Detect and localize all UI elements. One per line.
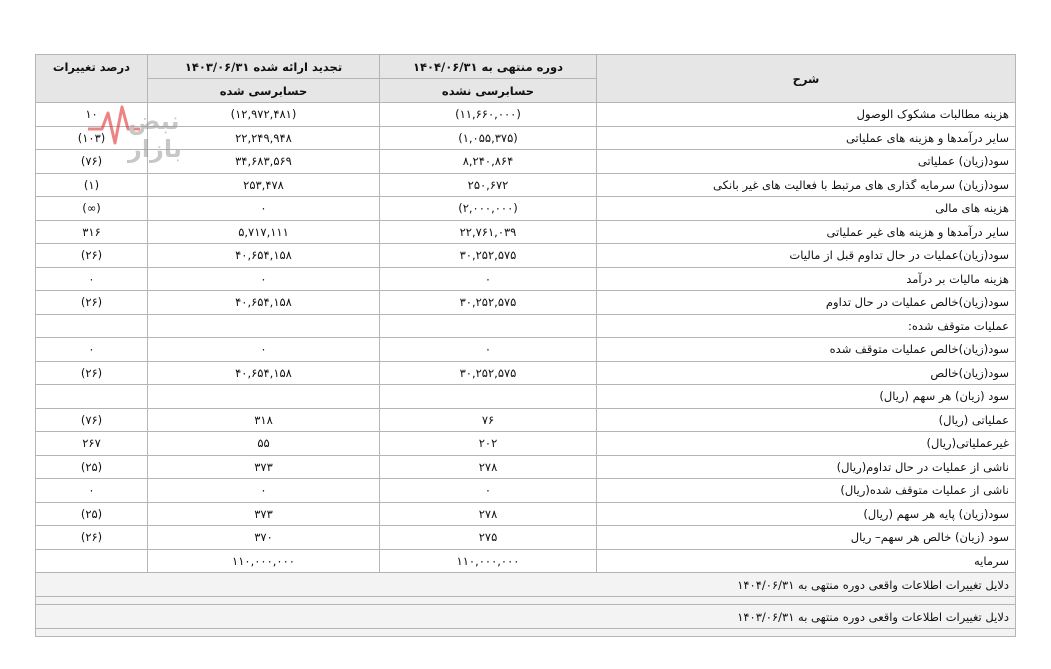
row-change-value: ۰ bbox=[36, 479, 148, 503]
row-previous-value bbox=[148, 314, 380, 338]
row-previous-value: ۴۰,۶۵۴,۱۵۸ bbox=[148, 244, 380, 268]
row-previous-value: ۳۱۸ bbox=[148, 408, 380, 432]
table-row bbox=[36, 197, 1016, 221]
row-change-value: (۱) bbox=[36, 173, 148, 197]
row-description: هزینه های مالی bbox=[597, 197, 1016, 221]
row-current-value: (۲,۰۰۰,۰۰۰) bbox=[380, 197, 597, 221]
row-previous-value: ۴۰,۶۵۴,۱۵۸ bbox=[148, 291, 380, 315]
table-row bbox=[36, 314, 1016, 338]
row-current-value bbox=[380, 314, 597, 338]
row-previous-value: ۳۴,۶۸۳,۵۶۹ bbox=[148, 150, 380, 174]
row-current-value: ۲۷۵ bbox=[380, 526, 597, 550]
table-row bbox=[36, 103, 1016, 127]
row-change-value: (۲۵) bbox=[36, 455, 148, 479]
row-current-value: ۰ bbox=[380, 479, 597, 503]
row-previous-value: ۰ bbox=[148, 479, 380, 503]
row-description: سایر درآمدها و هزینه های غیر عملیاتی bbox=[597, 220, 1016, 244]
row-previous-value: ۱۱۰,۰۰۰,۰۰۰ bbox=[148, 549, 380, 573]
table-row bbox=[36, 385, 1016, 409]
row-current-value: ۲۷۸ bbox=[380, 502, 597, 526]
row-description: سود(زیان) سرمایه گذاری های مرتبط با فعالیت های غیر بانکی bbox=[597, 173, 1016, 197]
row-description: سود(زیان)عملیات در حال تداوم قبل از مالیات bbox=[597, 244, 1016, 268]
row-current-value: ۰ bbox=[380, 338, 597, 362]
row-change-value: ۰ bbox=[36, 338, 148, 362]
row-previous-value: ۲۲,۲۴۹,۹۴۸ bbox=[148, 126, 380, 150]
table-row bbox=[36, 173, 1016, 197]
row-description: سود(زیان)خالص bbox=[597, 361, 1016, 385]
reason-text: دلایل تغییرات اطلاعات واقعی دوره منتهی به ۱۴۰۴/۰۶/۳۱ bbox=[36, 573, 1016, 597]
row-current-value bbox=[380, 385, 597, 409]
row-previous-value: ۴۰,۶۵۴,۱۵۸ bbox=[148, 361, 380, 385]
row-previous-value: ۵,۷۱۷,۱۱۱ bbox=[148, 220, 380, 244]
row-previous-value: (۱۲,۹۷۲,۴۸۱) bbox=[148, 103, 380, 127]
reason-row bbox=[36, 605, 1016, 629]
table-body bbox=[36, 103, 1016, 637]
row-description: سرمایه bbox=[597, 549, 1016, 573]
row-description: سود (زیان) خالص هر سهم– ریال bbox=[597, 526, 1016, 550]
row-change-value: (۷۶) bbox=[36, 408, 148, 432]
row-current-value: ۸,۲۴۰,۸۶۴ bbox=[380, 150, 597, 174]
row-change-value: (۲۶) bbox=[36, 361, 148, 385]
row-description: ناشی از عملیات متوقف شده(ریال) bbox=[597, 479, 1016, 503]
row-current-value: ۰ bbox=[380, 267, 597, 291]
table-row bbox=[36, 479, 1016, 503]
row-description: سود (زیان) هر سهم (ریال) bbox=[597, 385, 1016, 409]
row-description: هزینه مالیات بر درآمد bbox=[597, 267, 1016, 291]
table-row bbox=[36, 338, 1016, 362]
row-previous-value: ۲۵۳,۴۷۸ bbox=[148, 173, 380, 197]
table-row bbox=[36, 432, 1016, 456]
row-change-value: (۲۵) bbox=[36, 502, 148, 526]
table-row bbox=[36, 220, 1016, 244]
row-previous-value: ۳۷۳ bbox=[148, 502, 380, 526]
reason-spacer-row bbox=[36, 597, 1016, 605]
table-row bbox=[36, 408, 1016, 432]
subheader-current-audit: حسابرسی نشده bbox=[380, 79, 597, 103]
row-change-value: (۲۶) bbox=[36, 291, 148, 315]
reason-spacer-row bbox=[36, 629, 1016, 637]
row-previous-value: ۳۷۳ bbox=[148, 455, 380, 479]
row-change-value: (۷۶) bbox=[36, 150, 148, 174]
row-current-value: ۳۰,۲۵۲,۵۷۵ bbox=[380, 361, 597, 385]
table-row bbox=[36, 244, 1016, 268]
table-row bbox=[36, 150, 1016, 174]
row-current-value: ۲۰۲ bbox=[380, 432, 597, 456]
row-change-value: ۳۱۶ bbox=[36, 220, 148, 244]
row-previous-value: ۵۵ bbox=[148, 432, 380, 456]
subheader-previous-audit: حسابرسی شده bbox=[148, 79, 380, 103]
row-description: عملیات متوقف شده: bbox=[597, 314, 1016, 338]
row-change-value: ۰ bbox=[36, 267, 148, 291]
row-description: عملیاتی (ریال) bbox=[597, 408, 1016, 432]
header-previous-period: تجدید ارائه شده ۱۴۰۳/۰۶/۳۱ bbox=[148, 55, 380, 79]
row-previous-value: ۰ bbox=[148, 197, 380, 221]
reason-text: دلایل تغییرات اطلاعات واقعی دوره منتهی به ۱۴۰۳/۰۶/۳۱ bbox=[36, 605, 1016, 629]
row-change-value: (۲۶) bbox=[36, 244, 148, 268]
row-change-value: ۱۰ bbox=[36, 103, 148, 127]
row-previous-value: ۰ bbox=[148, 267, 380, 291]
row-current-value: ۳۰,۲۵۲,۵۷۵ bbox=[380, 291, 597, 315]
table-row bbox=[36, 455, 1016, 479]
reason-spacer bbox=[36, 597, 1016, 605]
table-row bbox=[36, 291, 1016, 315]
reason-row bbox=[36, 573, 1016, 597]
income-statement-table bbox=[35, 54, 1016, 637]
row-change-value bbox=[36, 314, 148, 338]
table-row bbox=[36, 267, 1016, 291]
row-description: سود(زیان)خالص عملیات در حال تداوم bbox=[597, 291, 1016, 315]
row-description: سود(زیان) پایه هر سهم (ریال) bbox=[597, 502, 1016, 526]
row-current-value: ۷۶ bbox=[380, 408, 597, 432]
table-row bbox=[36, 126, 1016, 150]
row-current-value: ۳۰,۲۵۲,۵۷۵ bbox=[380, 244, 597, 268]
header-change-percent: درصد تغییرات bbox=[36, 55, 148, 103]
row-previous-value: ۳۷۰ bbox=[148, 526, 380, 550]
row-description: سود(زیان) عملیاتی bbox=[597, 150, 1016, 174]
header-description: شرح bbox=[597, 55, 1016, 103]
row-current-value: (۱,۰۵۵,۳۷۵) bbox=[380, 126, 597, 150]
row-change-value: (∞) bbox=[36, 197, 148, 221]
financial-table-container bbox=[35, 54, 1015, 637]
row-description: هزینه مطالبات مشکوک الوصول bbox=[597, 103, 1016, 127]
row-description: سایر درآمدها و هزینه های عملیاتی bbox=[597, 126, 1016, 150]
row-current-value: ۱۱۰,۰۰۰,۰۰۰ bbox=[380, 549, 597, 573]
row-current-value: ۲۵۰,۶۷۲ bbox=[380, 173, 597, 197]
row-change-value bbox=[36, 385, 148, 409]
table-row bbox=[36, 361, 1016, 385]
table-row bbox=[36, 526, 1016, 550]
reason-spacer bbox=[36, 629, 1016, 637]
row-current-value: (۱۱,۶۶۰,۰۰۰) bbox=[380, 103, 597, 127]
table-row bbox=[36, 549, 1016, 573]
row-previous-value: ۰ bbox=[148, 338, 380, 362]
row-current-value: ۲۷۸ bbox=[380, 455, 597, 479]
row-description: ناشی از عملیات در حال تداوم(ریال) bbox=[597, 455, 1016, 479]
row-current-value: ۲۲,۷۶۱,۰۳۹ bbox=[380, 220, 597, 244]
row-change-value: (۱۰۳) bbox=[36, 126, 148, 150]
row-change-value: (۲۶) bbox=[36, 526, 148, 550]
header-current-period: دوره منتهی به ۱۴۰۴/۰۶/۳۱ bbox=[380, 55, 597, 79]
row-previous-value bbox=[148, 385, 380, 409]
row-change-value bbox=[36, 549, 148, 573]
header-row bbox=[36, 55, 1016, 79]
row-description: سود(زیان)خالص عملیات متوقف شده bbox=[597, 338, 1016, 362]
row-change-value: ۲۶۷ bbox=[36, 432, 148, 456]
row-description: غیرعملیاتی(ریال) bbox=[597, 432, 1016, 456]
watermark-text: نبض بازار bbox=[128, 107, 182, 163]
table-row bbox=[36, 502, 1016, 526]
